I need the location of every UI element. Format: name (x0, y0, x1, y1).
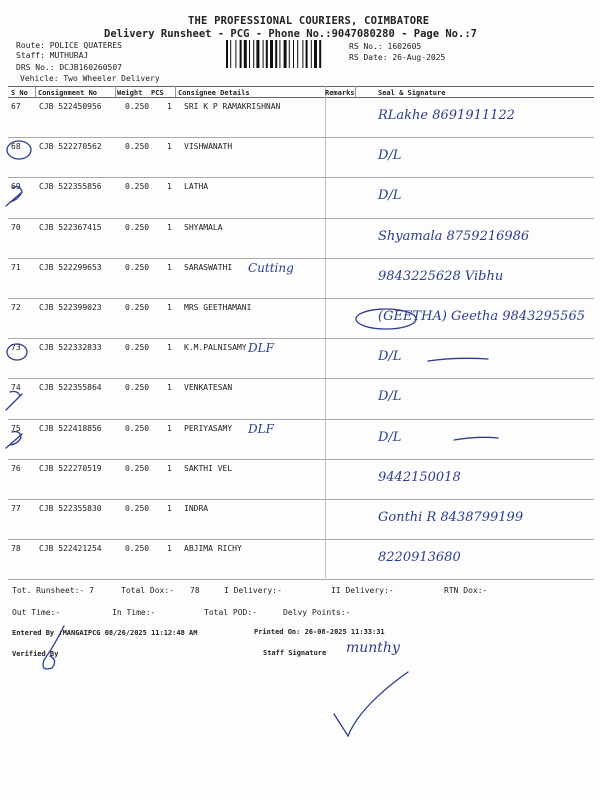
drs-number: DRS No.: DCJB160260507 (16, 63, 122, 72)
row-serial-number: 76 (11, 463, 21, 473)
row-seal-signature: D/L (378, 188, 402, 204)
row-weight: 0.250 (125, 303, 150, 312)
row-pieces: 1 (167, 222, 172, 232)
ink-circle-mark (7, 141, 31, 159)
rs-number: RS No.: 1602605 (349, 42, 422, 51)
row-serial-number: 74 (11, 383, 21, 393)
row-serial-number: 70 (11, 222, 21, 232)
staff-handwritten-signature: munthy (346, 640, 400, 656)
row-consignment-number: CJB 522355830 (39, 504, 102, 513)
col-header-seal-signature: Seal & Signature (378, 89, 446, 97)
row-weight: 0.250 (125, 504, 150, 513)
row-serial-number: 78 (11, 544, 21, 554)
row-seal-signature: RLakhe 8691911122 (378, 108, 515, 123)
row-consignment-number: CJB 522399023 (39, 303, 102, 312)
row-pieces: 1 (167, 182, 172, 192)
ink-check-mark (6, 187, 22, 206)
i-delivery-label: I Delivery:- (224, 586, 282, 595)
row-pieces: 1 (167, 102, 172, 111)
company-name: THE PROFESSIONAL COURIERS, COIMBATORE (188, 15, 430, 27)
row-handwritten-remark: DLF (248, 341, 274, 356)
row-consignment-number: CJB 522270562 (39, 142, 102, 152)
row-pieces: 1 (167, 544, 172, 554)
row-handwritten-remark: Cutting (248, 260, 294, 275)
ink-strike-mark (454, 437, 498, 440)
row-handwritten-remark: DLF (248, 421, 274, 436)
row-pieces: 1 (167, 504, 172, 513)
row-serial-number: 75 (11, 423, 21, 433)
row-consignment-number: CJB 522367415 (39, 222, 102, 232)
total-dox-value: 78 (190, 586, 200, 595)
row-consignment-number: CJB 522450956 (39, 102, 102, 111)
row-consignee-name: SHYAMALA (184, 222, 223, 232)
entered-by: Entered By :MANGAIPCG 08/26/2025 11:12:48 AM (12, 629, 198, 637)
row-pieces: 1 (167, 383, 172, 393)
col-header-sno: S No (11, 89, 28, 97)
row-seal-signature: 8220913680 (378, 550, 461, 566)
row-serial-number: 71 (11, 262, 21, 272)
row-serial-number: 73 (11, 343, 21, 353)
row-consignee-name: INDRA (184, 504, 209, 513)
verified-by-label: Verified By (12, 650, 59, 658)
row-consignee-name: K.M.PALNISAMY (184, 343, 247, 353)
row-seal-signature: (GEETHA) Geetha 9843295565 (378, 309, 585, 324)
row-consignment-number: CJB 522332833 (39, 343, 102, 353)
total-pod-label: Total POD:- (204, 608, 257, 617)
rtn-dox-label: RTN Dox:- (444, 586, 488, 595)
col-header-weight: Weight (117, 89, 143, 97)
row-seal-signature: D/L (378, 148, 402, 164)
row-serial-number: 67 (11, 102, 21, 111)
row-seal-signature: 9843225628 Vibhu (378, 268, 504, 284)
row-consignment-number: CJB 522355864 (39, 383, 102, 393)
row-serial-number: 69 (11, 182, 21, 192)
staff-signature-label: Staff Signature (263, 649, 327, 657)
printed-on: Printed On: 26-08-2025 11:33:31 (254, 628, 385, 636)
col-header-consignment: Consignment No (38, 89, 98, 97)
ii-delivery-label: II Delivery:- (331, 586, 394, 595)
row-weight: 0.250 (125, 383, 150, 393)
row-pieces: 1 (167, 142, 172, 152)
row-seal-signature: D/L (378, 389, 402, 405)
delivery-points-label: Delvy Points:- (283, 608, 351, 617)
row-seal-signature: Shyamala 8759216986 (378, 228, 530, 244)
row-consignee-name: VISHWANATH (184, 142, 233, 152)
row-pieces: 1 (167, 463, 172, 473)
col-header-remarks: Remarks (325, 89, 355, 97)
row-consignee-name: PERIYASAMY (184, 423, 233, 433)
row-pieces: 1 (167, 343, 172, 353)
row-weight: 0.250 (125, 262, 150, 272)
row-weight: 0.250 (125, 142, 150, 152)
row-consignee-name: VENKATESAN (184, 383, 233, 393)
total-dox-label: Total Dox:- (121, 586, 174, 595)
row-seal-signature: 9442150018 (378, 469, 461, 485)
row-pieces: 1 (167, 262, 172, 272)
ink-strike-mark (428, 358, 488, 361)
row-consignment-number: CJB 522421254 (39, 544, 102, 554)
total-runsheet: Tot. Runsheet:- 7 (12, 586, 94, 595)
runsheet-title: Delivery Runsheet - PCG - Phone No.:9047080280 - Page No.:7 (104, 28, 477, 40)
out-time-label: Out Time:- (12, 608, 61, 617)
row-consignee-name: ABJIMA RICHY (184, 544, 242, 554)
row-weight: 0.250 (125, 544, 150, 554)
row-pieces: 1 (167, 303, 172, 312)
in-time-label: In Time:- (112, 608, 156, 617)
row-consignee-name: MRS GEETHAMANI (184, 303, 252, 312)
row-weight: 0.250 (125, 182, 150, 192)
row-weight: 0.250 (125, 222, 150, 232)
row-weight: 0.250 (125, 463, 150, 473)
col-header-consignee: Consignee Details (178, 89, 250, 97)
route-label: Route: POLICE QUATERES (16, 41, 122, 50)
ink-circle-mark (7, 344, 27, 360)
row-serial-number: 68 (11, 142, 21, 152)
row-consignee-name: SAKTHI VEL (184, 463, 233, 473)
row-consignment-number: CJB 522355856 (39, 182, 102, 192)
row-seal-signature: D/L (378, 429, 402, 445)
staff-label: Staff: MUTHURAJ (16, 51, 89, 60)
row-pieces: 1 (167, 423, 172, 433)
row-consignment-number: CJB 522299653 (39, 262, 102, 272)
row-seal-signature: D/L (378, 349, 402, 365)
row-weight: 0.250 (125, 423, 150, 433)
row-consignee-name: LATHA (184, 182, 209, 192)
row-serial-number: 72 (11, 303, 21, 312)
row-consignment-number: CJB 522418856 (39, 423, 102, 433)
ink-check-mark (6, 392, 22, 411)
row-weight: 0.250 (125, 343, 150, 353)
row-consignee-name: SRI K P RAMAKRISHNAN (184, 102, 281, 111)
vehicle-label: Vehicle: Two Wheeler Delivery (20, 74, 160, 83)
staff-approval-tick (334, 672, 408, 736)
row-serial-number: 77 (11, 504, 21, 513)
ink-circle-mark (356, 309, 416, 329)
row-weight: 0.250 (125, 102, 150, 111)
col-header-pcs: PCS (151, 89, 164, 97)
ink-check-mark (6, 432, 22, 448)
row-consignee-name: SARASWATHI (184, 262, 233, 272)
row-seal-signature: Gonthi R 8438799199 (378, 510, 524, 525)
rs-date: RS Date: 26-Aug-2025 (349, 53, 446, 62)
row-consignment-number: CJB 522270519 (39, 463, 102, 473)
